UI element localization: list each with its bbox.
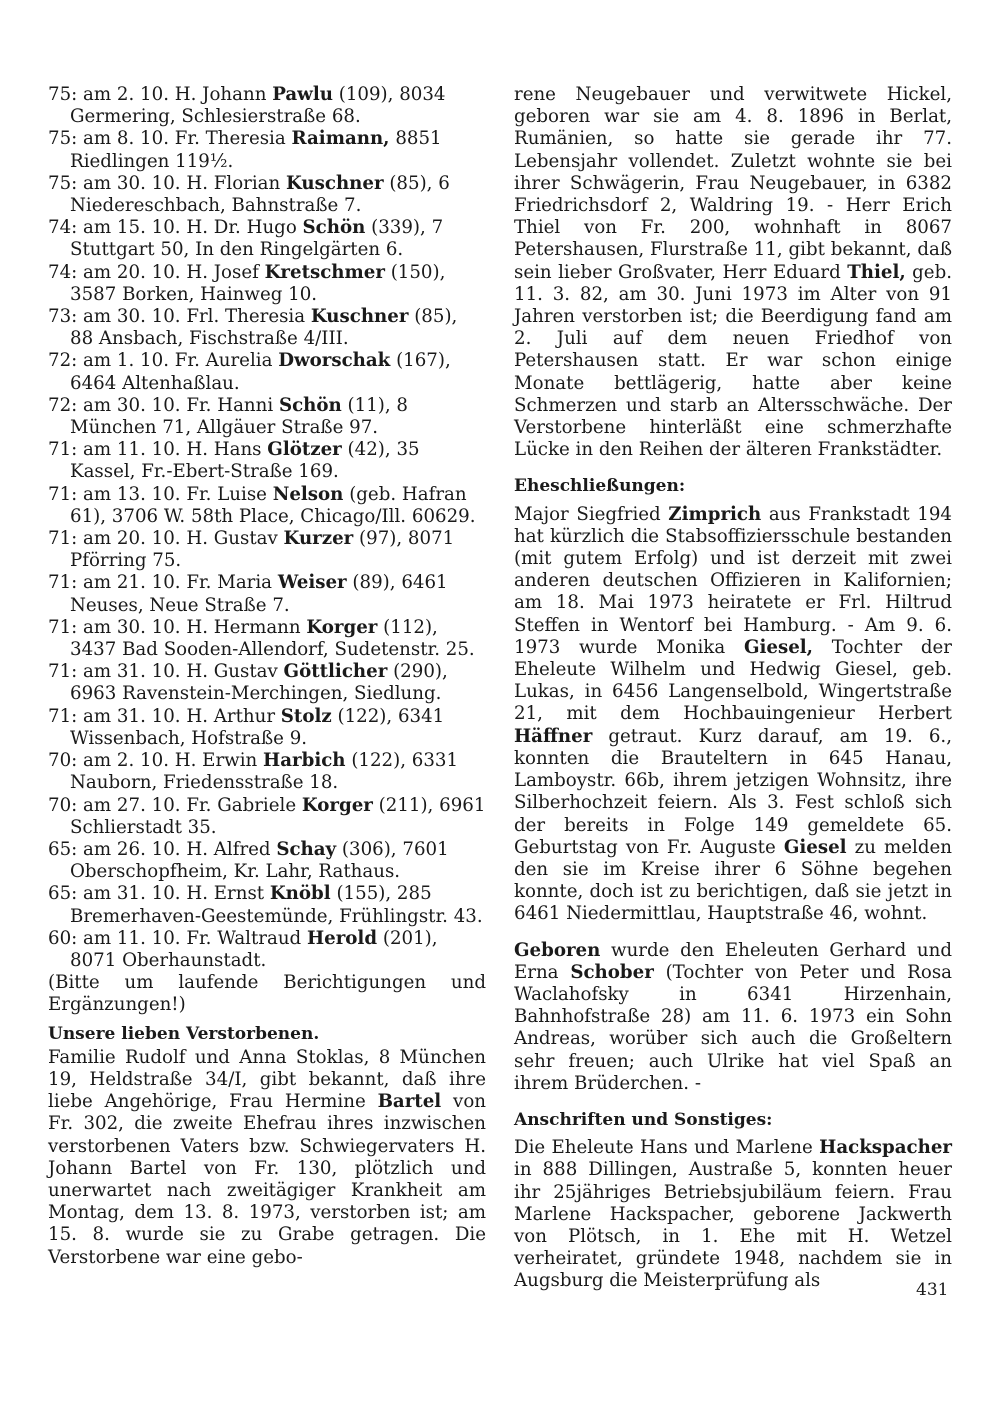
birthday-entry: 71: am 11. 10. H. Hans Glötzer (42), 35 Kassel, Fr.-Ebert-Straße 169. — [48, 439, 420, 483]
birthday-entry: 71: am 31. 10. H. Gustav Göttlicher (290), 6963 Ravenstein-Merchingen, Siedlung. — [48, 661, 448, 705]
births-paragraph: Geboren wurde den Eheleuten Gerhard und Erna Schober (Tochter von Peter und Rosa Waclahofsky in 6341 Hirzenhain, Bahnhofstraße 28) am 11. 6. 1973 ein Sohn Andreas, worüber sich auch die Großeltern sehr freuen; auch Ulrike hat viel Spaß an ihrem Brüderchen. - — [514, 939, 952, 1094]
birthday-entry: 75: am 30. 10. H. Florian Kuschner (85), 6 Niedereschbach, Bahnstraße 7. — [48, 172, 450, 217]
left-column — [48, 84, 486, 1269]
page-number: 431 — [916, 1280, 949, 1300]
birthday-entry: 73: am 30. 10. Frl. Theresia Kuschner (85), 88 Ansbach, Fischstraße 4/III. — [48, 306, 458, 350]
corrections-request: (Bitte um laufende Berichtigungen und Ergänzungen!) — [48, 972, 486, 1016]
deceased-heading: Unsere lieben Verstorbenen. — [48, 1023, 320, 1044]
deceased-paragraph: Familie Rudolf und Anna Stoklas, 8 München 19, Heldstraße 34/I, gibt bekannt, daß ihre liebe Angehörige, Frau Hermine Bartel von Fr. 302, die zweite Ehefrau ihres inzwischen verstorbenen Vaters bzw. Schwiegervaters H. Johann Bartel von Fr. 130, plötzlich und unerwartet nach zweitägiger Krankheit am Montag, dem 13. 8. 1973, verstorben ist; am 15. 8. wurde sie zu Grabe getragen. Die Verstorbene war eine gebo- — [48, 1046, 486, 1268]
birthday-entry: 72: am 30. 10. Fr. Hanni Schön (11), 8 München 71, Allgäuer Straße 97. — [48, 394, 408, 439]
birthday-entry: 70: am 2. 10. H. Erwin Harbich (122), 6331 Nauborn, Friedensstraße 18. — [48, 750, 459, 794]
birthday-entry: 70: am 27. 10. Fr. Gabriele Korger (211), 6961 Schlierstadt 35. — [48, 794, 486, 838]
marriages-paragraph: Major Siegfried Zimprich aus Frankstadt 194 hat kürzlich die Stabsoffiziersschule bestanden (mit gutem Erfolg) und ist derzeit mit zwei anderen deutschen Offizieren in Kalifornien; am 18. Mai 1973 heiratete er Frl. Hiltrud Steffen in Wentorf bei Hamburg. - Am 9. 6. 1973 wurde Monika Giesel, Tochter der Eheleute Wilhelm und Hedwig Giesel, geb. Lukas, in 6456 Langenselbold, Wingertstraße 21, mit dem Hochbauingenieur Herbert Häffner getraut. Kurz darauf, am 19. 6., konnten die Brauteltern in 645 Hanau, Lamboystr. 66b, ihrem jetzigen Wohnsitz, ihre Silberhochzeit feiern. Als 3. Fest schloß sich der bereits in Folge 149 gemeldete 65. Geburtstag von Fr. Auguste Giesel zu melden den sie im Kreise ihrer 6 Söhne begehen konnte, doch ist zu berichtigen, daß sie jetzt in 6461 Niedermittlau, Hauptstraße 46, wohnt. — [514, 503, 953, 925]
section-gap — [514, 926, 952, 940]
birthday-entry: 71: am 21. 10. Fr. Maria Weiser (89), 6461 Neuses, Neue Straße 7. — [48, 572, 448, 616]
birthday-entry: 71: am 13. 10. Fr. Luise Nelson (geb. Hafran 61), 3706 W. 58th Place, Chicago/Ill. 60629. — [48, 483, 476, 527]
birthday-entry: 65: am 31. 10. H. Ernst Knöbl (155), 285 Bremerhaven-Geestemünde, Frühlingstr. 43. — [48, 883, 483, 927]
birthday-entry: 74: am 20. 10. H. Josef Kretschmer (150), 3587 Borken, Hainweg 10. — [48, 261, 446, 305]
birthday-entry: 71: am 31. 10. H. Arthur Stolz (122), 6341 Wissenbach, Hofstraße 9. — [48, 705, 445, 749]
birthday-entry: 72: am 1. 10. Fr. Aurelia Dworschak (167), 6464 Altenhaßlau. — [48, 350, 451, 394]
marriages-heading: Eheschließungen: — [514, 476, 686, 497]
deceased-continuation: rene Neugebauer und verwitwete Hickel, geboren war sie am 4. 8. 1896 in Berlat, Rumänien, so hatte sie gerade ihr 77. Lebensjahr vollendet. Zuletzt wohnte sie bei ihrer Schwägerin, Frau Neugebauer, in 6382 Friedrichsdorf 2, Waldring 19. - Herr Erich Thiel von Fr. 200, wohnhaft in 8067 Petershausen, Flurstraße 11, gibt bekannt, daß sein lieber Großvater, Herr Eduard Thiel, geb. 11. 3. 82, am 30. Juni 1973 im Alter von 91 Jahren verstorben ist; die Beerdigung fand am 2. Juli auf dem neuen Friedhof von Petershausen statt. Er war schon einige Monate bettlägerig, hatte aber keine Schmerzen und starb an Altersschwäche. Der Verstorbene hinterläßt eine schmerzhafte Lücke in den Reihen der älteren Frankstädter. — [514, 84, 952, 461]
addresses-heading: Anschriften und Sonstiges: — [514, 1109, 773, 1130]
birthday-list — [48, 84, 486, 972]
birthday-entry: 74: am 15. 10. H. Dr. Hugo Schön (339), 7 Stuttgart 50, In den Ringelgärten 6. — [48, 217, 444, 261]
birthday-entry: 75: am 8. 10. Fr. Theresia Raimann, 8851 Riedlingen 119½. — [48, 128, 442, 172]
birthday-entry: 75: am 2. 10. H. Johann Pawlu (109), 8034 Germering, Schlesierstraße 68. — [48, 84, 446, 128]
birthday-entry: 71: am 20. 10. H. Gustav Kurzer (97), 8071 Pförring 75. — [48, 528, 455, 572]
birthday-entry: 71: am 30. 10. H. Hermann Korger (112), 3437 Bad Sooden-Allendorf, Sudetenstr. 25. — [48, 616, 475, 661]
right-column — [514, 84, 952, 1293]
addresses-paragraph: Die Eheleute Hans und Marlene Hackspacher in 888 Dillingen, Austraße 5, konnten heuer ihr 25jähriges Betriebsjubiläum feiern. Frau Marlene Hackspacher, geborene Jackwerth von Plötsch, in 1. Ehe mit H. Wetzel verheiratet, gründete 1948, nachdem sie in Augsburg die Meisterprüfung als — [514, 1137, 952, 1292]
birthday-entry: 60: am 11. 10. Fr. Waltraud Herold (201), 8071 Oberhaunstadt. — [48, 927, 438, 971]
birthday-entry: 65: am 26. 10. H. Alfred Schay (306), 7601 Oberschopfheim, Kr. Lahr, Rathaus. — [48, 838, 449, 883]
